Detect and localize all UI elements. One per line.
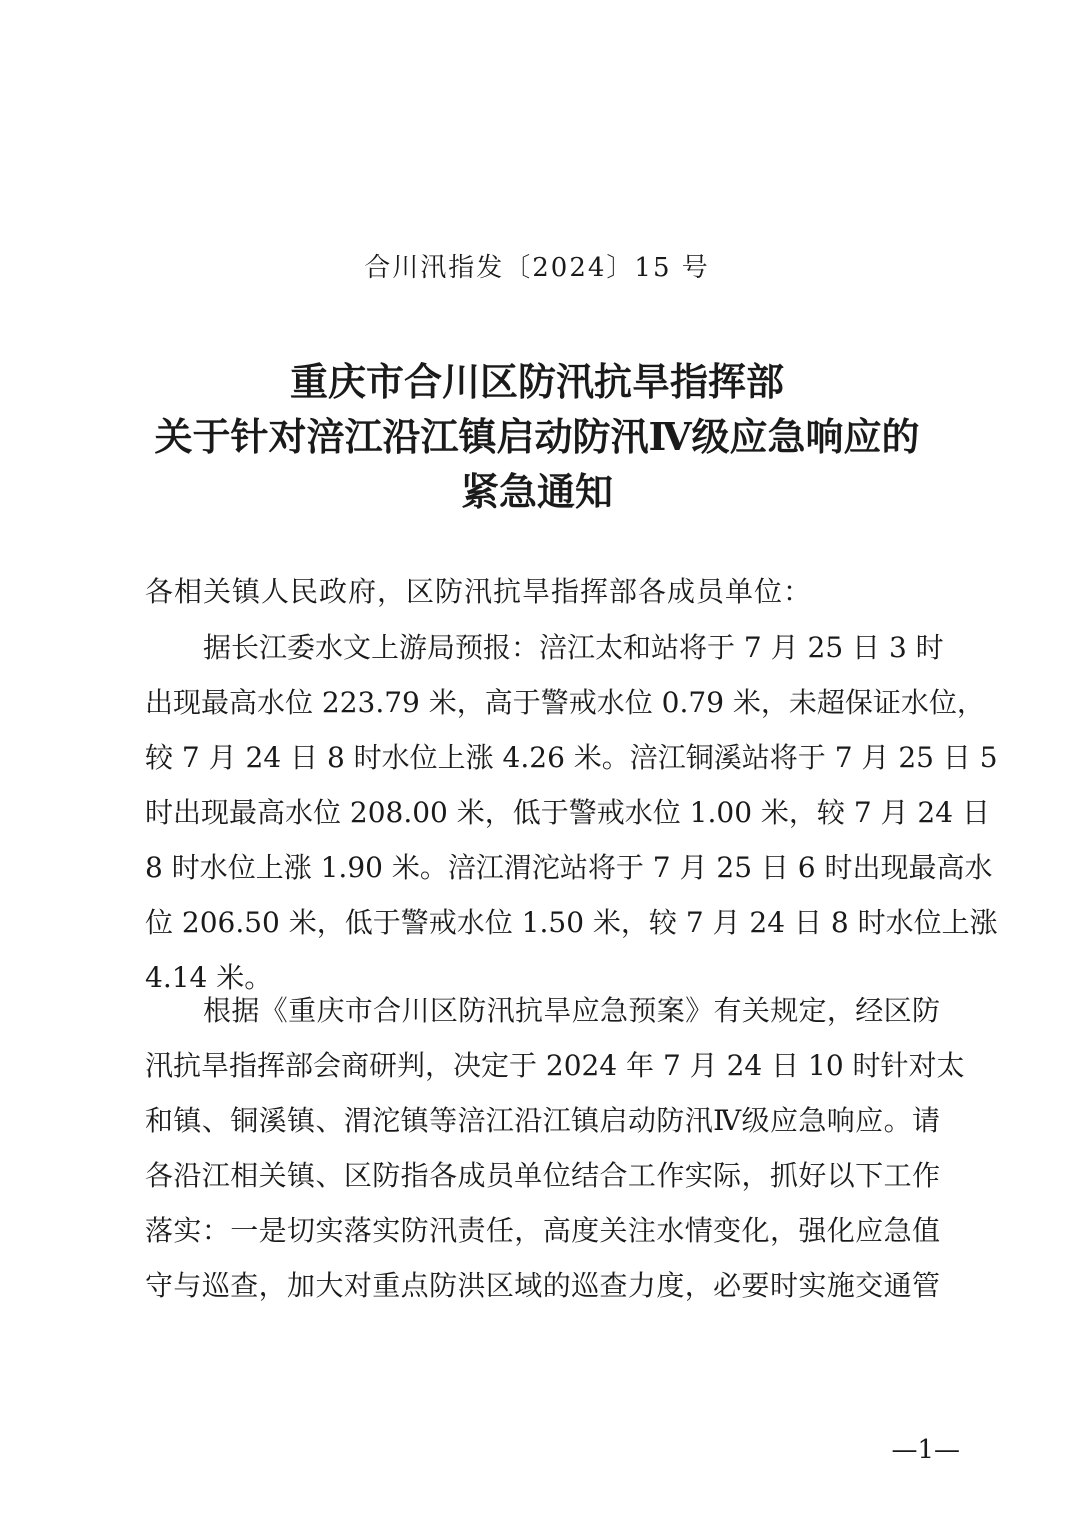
body-paragraph-forecast <box>145 620 998 1005</box>
title-line: 紧急通知 <box>460 469 613 514</box>
page-number: —1— <box>891 1435 960 1465</box>
paragraph-line: 4.14 米。 <box>145 961 273 994</box>
title-line: 重庆市合川区防汛抗旱指挥部 <box>289 359 784 404</box>
paragraph-line: 较 7 月 24 日 8 时水位上涨 4.26 米。涪江铜溪站将于 7 月 25 日 5 <box>145 741 998 774</box>
paragraph-line: 时出现最高水位 208.00 米，低于警戒水位 1.00 米，较 7 月 24 日 <box>145 796 990 829</box>
title-line: 关于针对涪江沿江镇启动防汛Ⅳ级应急响应的 <box>154 414 920 459</box>
paragraph-line: 和镇、铜溪镇、渭沱镇等涪江沿江镇启动防汛Ⅳ级应急响应。请 <box>145 1104 940 1137</box>
paragraph-line: 8 时水位上涨 1.90 米。涪江渭沱站将于 7 月 25 日 6 时出现最高水 <box>145 851 993 884</box>
paragraph-line: 落实：一是切实落实防汛责任，高度关注水情变化，强化应急值 <box>145 1214 940 1247</box>
paragraph-line: 守与巡查，加大对重点防洪区域的巡查力度，必要时实施交通管 <box>145 1269 940 1302</box>
body-paragraph-response <box>145 983 965 1313</box>
document-number: 合川汛指发〔2024〕15 号 <box>364 253 710 283</box>
paragraph-line: 位 206.50 米，低于警戒水位 1.50 米，较 7 月 24 日 8 时水位上涨 <box>145 906 998 939</box>
document-title <box>60 354 1014 519</box>
paragraph-line: 根据《重庆市合川区防汛抗旱应急预案》有关规定，经区防 <box>203 994 940 1027</box>
paragraph-line: 汛抗旱指挥部会商研判，决定于 2024 年 7 月 24 日 10 时针对太 <box>145 1049 965 1082</box>
salutation: 各相关镇人民政府，区防汛抗旱指挥部各成员单位： <box>145 575 813 608</box>
paragraph-line: 各沿江相关镇、区防指各成员单位结合工作实际，抓好以下工作 <box>145 1159 940 1192</box>
paragraph-line: 出现最高水位 223.79 米，高于警戒水位 0.79 米，未超保证水位， <box>145 686 985 719</box>
paragraph-line: 据长江委水文上游局预报：涪江太和站将于 7 月 25 日 3 时 <box>203 631 944 664</box>
